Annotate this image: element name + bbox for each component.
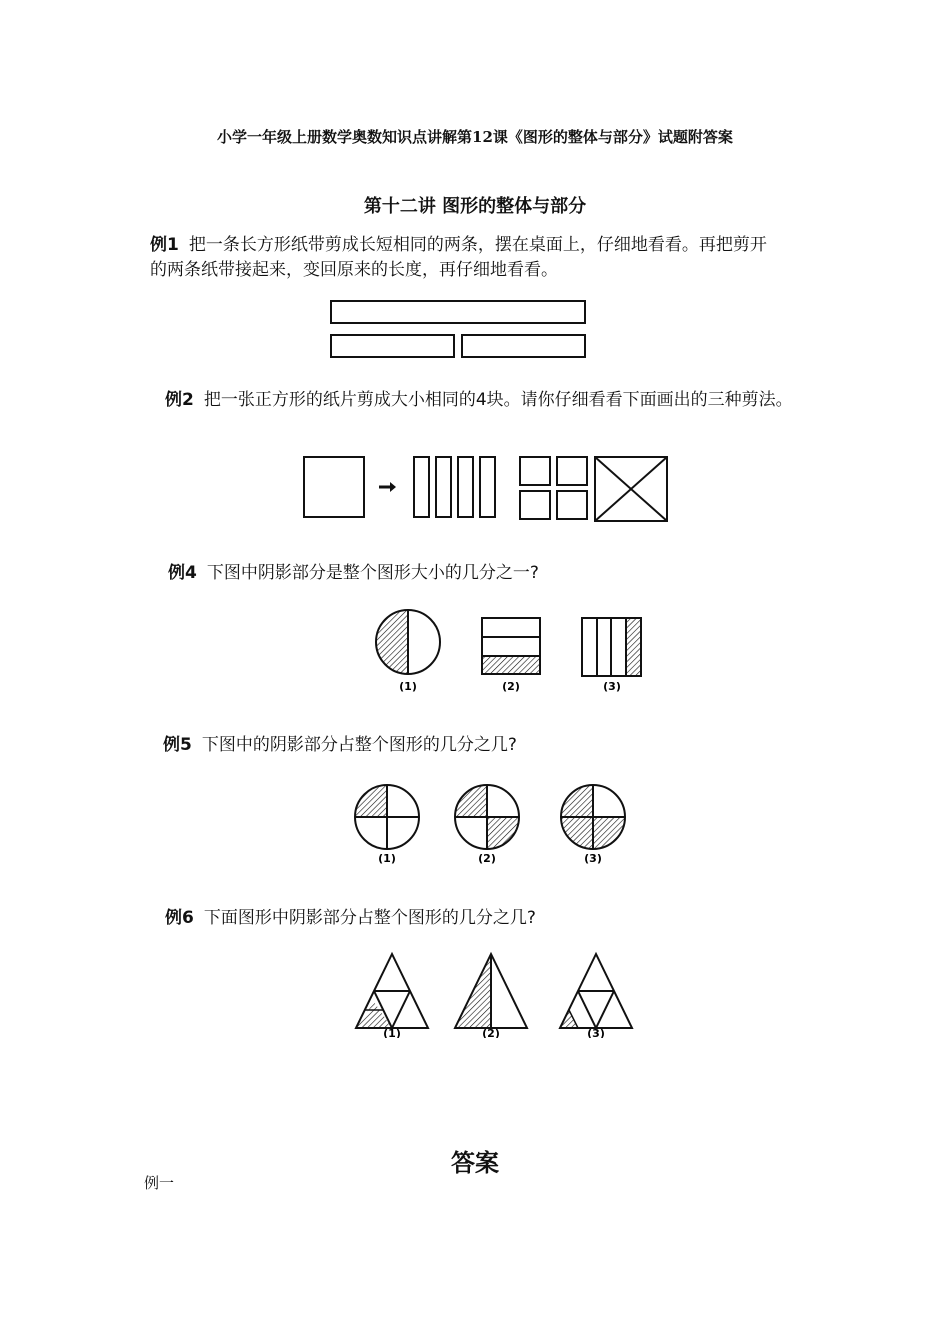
cut-method-quarters bbox=[520, 457, 587, 519]
full-paper-strip bbox=[331, 301, 585, 323]
caption-4-1: (1) bbox=[399, 680, 417, 693]
caption-4-3: (3) bbox=[603, 680, 621, 693]
figure-5-3-circle bbox=[561, 785, 625, 849]
example-4-label: 例4 bbox=[168, 563, 197, 583]
figure-4-2-rectangle bbox=[482, 618, 540, 674]
cut-method-strips bbox=[414, 457, 495, 517]
example-5-figure bbox=[345, 775, 645, 870]
example-5-body: 下图中的阴影部分占整个图形的几分之几? bbox=[201, 735, 517, 755]
arrow-right-icon bbox=[379, 482, 396, 492]
example-5-text bbox=[163, 733, 763, 758]
example-5-label: 例5 bbox=[163, 735, 192, 755]
example-2-label: 例2 bbox=[165, 390, 194, 410]
caption-5-3: (3) bbox=[584, 852, 602, 865]
example-1-text bbox=[150, 233, 780, 283]
lecture-title: 第十二讲 图形的整体与部分 bbox=[363, 196, 587, 217]
original-square bbox=[304, 457, 364, 517]
figure-4-1-circle bbox=[376, 610, 440, 674]
figure-5-2-circle bbox=[455, 785, 519, 849]
figure-5-1-circle bbox=[355, 785, 419, 849]
cut-strip-right bbox=[462, 335, 585, 357]
example-6-body: 下面图形中阴影部分占整个图形的几分之几? bbox=[203, 908, 536, 928]
caption-6-3: (3) bbox=[587, 1027, 605, 1038]
cut-method-diagonals bbox=[595, 457, 667, 521]
document-title: 小学一年级上册数学奥数知识点讲解第12课《图形的整体与部分》试题附答案 bbox=[217, 128, 733, 146]
example-4-text bbox=[168, 561, 768, 586]
caption-5-2: (2) bbox=[478, 852, 496, 865]
caption-4-2: (2) bbox=[502, 680, 520, 693]
figure-6-1-triangle bbox=[356, 954, 428, 1028]
answers-title: 答案 bbox=[451, 1148, 499, 1177]
example-1-label: 例1 bbox=[150, 235, 179, 255]
caption-5-1: (1) bbox=[378, 852, 396, 865]
example-4-figure bbox=[360, 600, 660, 695]
caption-6-2: (2) bbox=[482, 1027, 500, 1038]
example-1-body: 把一条长方形纸带剪成长短相同的两条，摆在桌面上，仔细地看看。再把剪开的两条纸带接起来，变回原来的长度，再仔细地看看。 bbox=[150, 235, 767, 280]
cut-strip-left bbox=[331, 335, 454, 357]
figure-6-2-triangle bbox=[455, 954, 527, 1028]
example-2-figure bbox=[295, 450, 675, 525]
example-4-body: 下图中阴影部分是整个图形大小的几分之一? bbox=[206, 563, 539, 583]
figure-6-3-triangle bbox=[560, 954, 632, 1028]
example-6-figure bbox=[345, 948, 645, 1038]
example-2-text bbox=[165, 388, 795, 413]
answers-first-item: 例一 bbox=[144, 1174, 175, 1192]
example-2-body: 把一张正方形的纸片剪成大小相同的4块。请你仔细看看下面画出的三种剪法。 bbox=[203, 390, 793, 410]
example-1-figure bbox=[320, 292, 600, 367]
example-6-text bbox=[165, 906, 765, 931]
figure-4-3-rectangle bbox=[582, 618, 641, 676]
caption-6-1: (1) bbox=[383, 1027, 401, 1038]
example-6-label: 例6 bbox=[165, 908, 194, 928]
